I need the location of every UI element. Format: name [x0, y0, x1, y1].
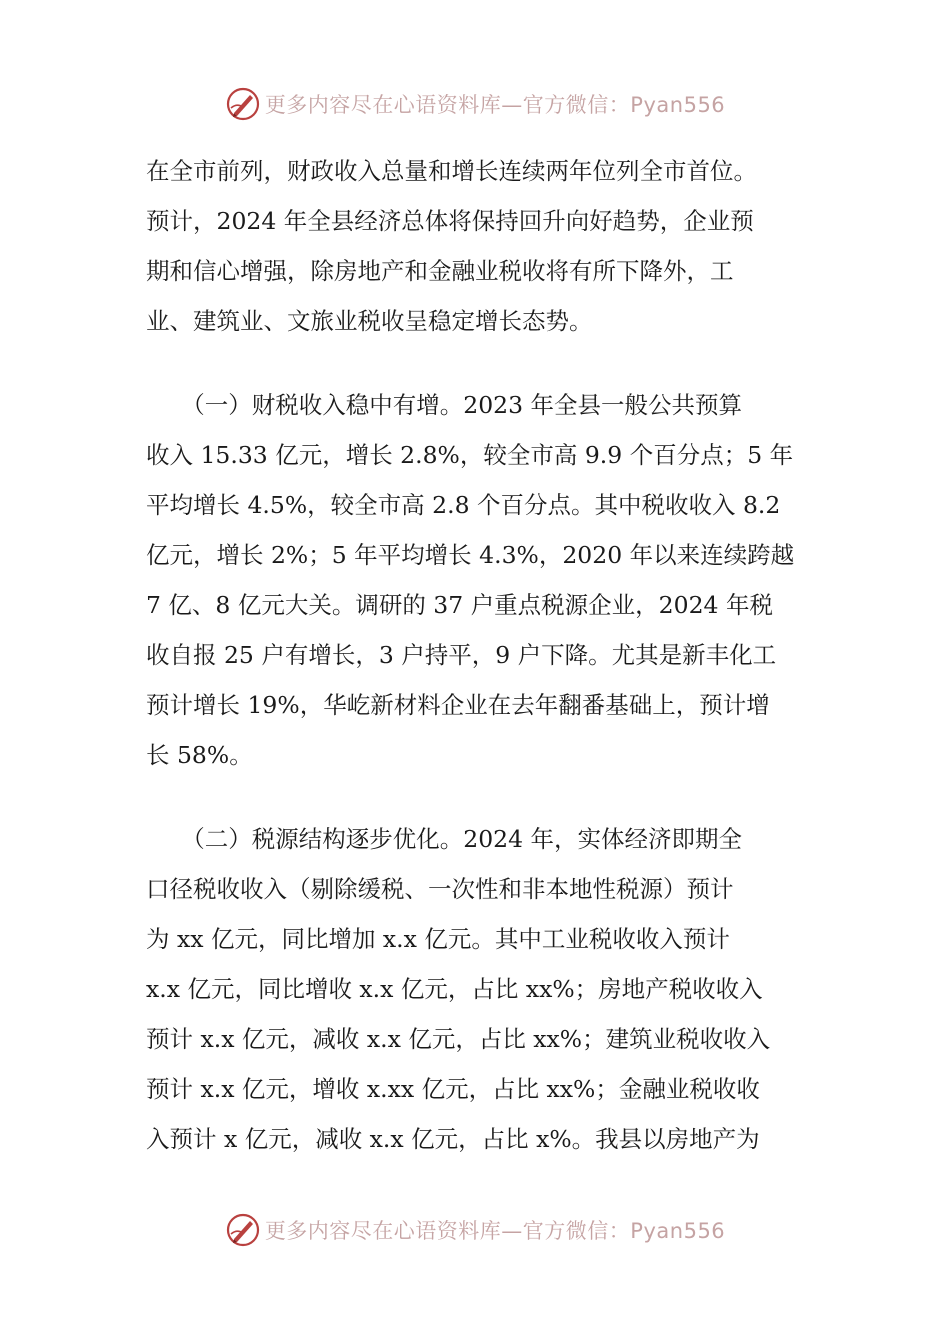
paragraph-gap: [146, 346, 806, 380]
paragraph-gap: [146, 780, 806, 814]
text-line: 亿元，增长 2%；5 年平均增长 4.3%，2020 年以来连续跨越: [146, 541, 795, 569]
text-line: 期和信心增强，除房地产和金融业税收将有所下降外，工: [146, 257, 734, 285]
text-line: 在全市前列，财政收入总量和增长连续两年位列全市首位。: [146, 157, 757, 185]
paragraph-1: [146, 146, 806, 346]
text-line: x.x 亿元，同比增收 x.x 亿元，占比 xx%；房地产税收收入: [146, 975, 763, 1003]
document-body: [146, 146, 806, 1164]
pen-logo-icon: [225, 1212, 261, 1248]
pen-logo-icon: [225, 86, 261, 122]
text-line: （二）税源结构逐步优化。2024 年，实体经济即期全: [146, 825, 743, 853]
text-line: 预计，2024 年全县经济总体将保持回升向好趋势，企业预: [146, 207, 754, 235]
text-line: 入预计 x 亿元，减收 x.x 亿元，占比 x%。我县以房地产为: [146, 1125, 760, 1153]
footer-watermark-banner: [0, 1208, 950, 1252]
text-line: 预计 x.x 亿元，减收 x.x 亿元，占比 xx%；建筑业税收收入: [146, 1025, 771, 1053]
text-line: 口径税收收入（剔除缓税、一次性和非本地性税源）预计: [146, 875, 734, 903]
text-line: （一）财税收入稳中有增。2023 年全县一般公共预算: [146, 391, 743, 419]
paragraph-2: [146, 380, 806, 780]
paragraph-3: [146, 814, 806, 1164]
header-watermark-banner: [0, 82, 950, 126]
text-line: 为 xx 亿元，同比增加 x.x 亿元。其中工业税收收入预计: [146, 925, 730, 953]
text-line: 预计 x.x 亿元，增收 x.xx 亿元，占比 xx%；金融业税收收: [146, 1075, 760, 1103]
text-line: 收自报 25 户有增长，3 户持平，9 户下降。尤其是新丰化工: [146, 641, 777, 669]
text-line: 长 58%。: [146, 741, 253, 769]
text-line: 业、建筑业、文旅业税收呈稳定增长态势。: [146, 307, 593, 335]
text-line: 7 亿、8 亿元大关。调研的 37 户重点税源企业，2024 年税: [146, 591, 773, 619]
text-line: 预计增长 19%，华屹新材料企业在去年翻番基础上，预计增: [146, 691, 770, 719]
text-line: 平均增长 4.5%，较全市高 2.8 个百分点。其中税收收入 8.2: [146, 491, 781, 519]
watermark-text: 更多内容尽在心语资料库—官方微信：Pyan556: [264, 1219, 726, 1243]
watermark-text: 更多内容尽在心语资料库—官方微信：Pyan556: [264, 93, 726, 117]
text-line: 收入 15.33 亿元，增长 2.8%，较全市高 9.9 个百分点；5 年: [146, 441, 794, 469]
